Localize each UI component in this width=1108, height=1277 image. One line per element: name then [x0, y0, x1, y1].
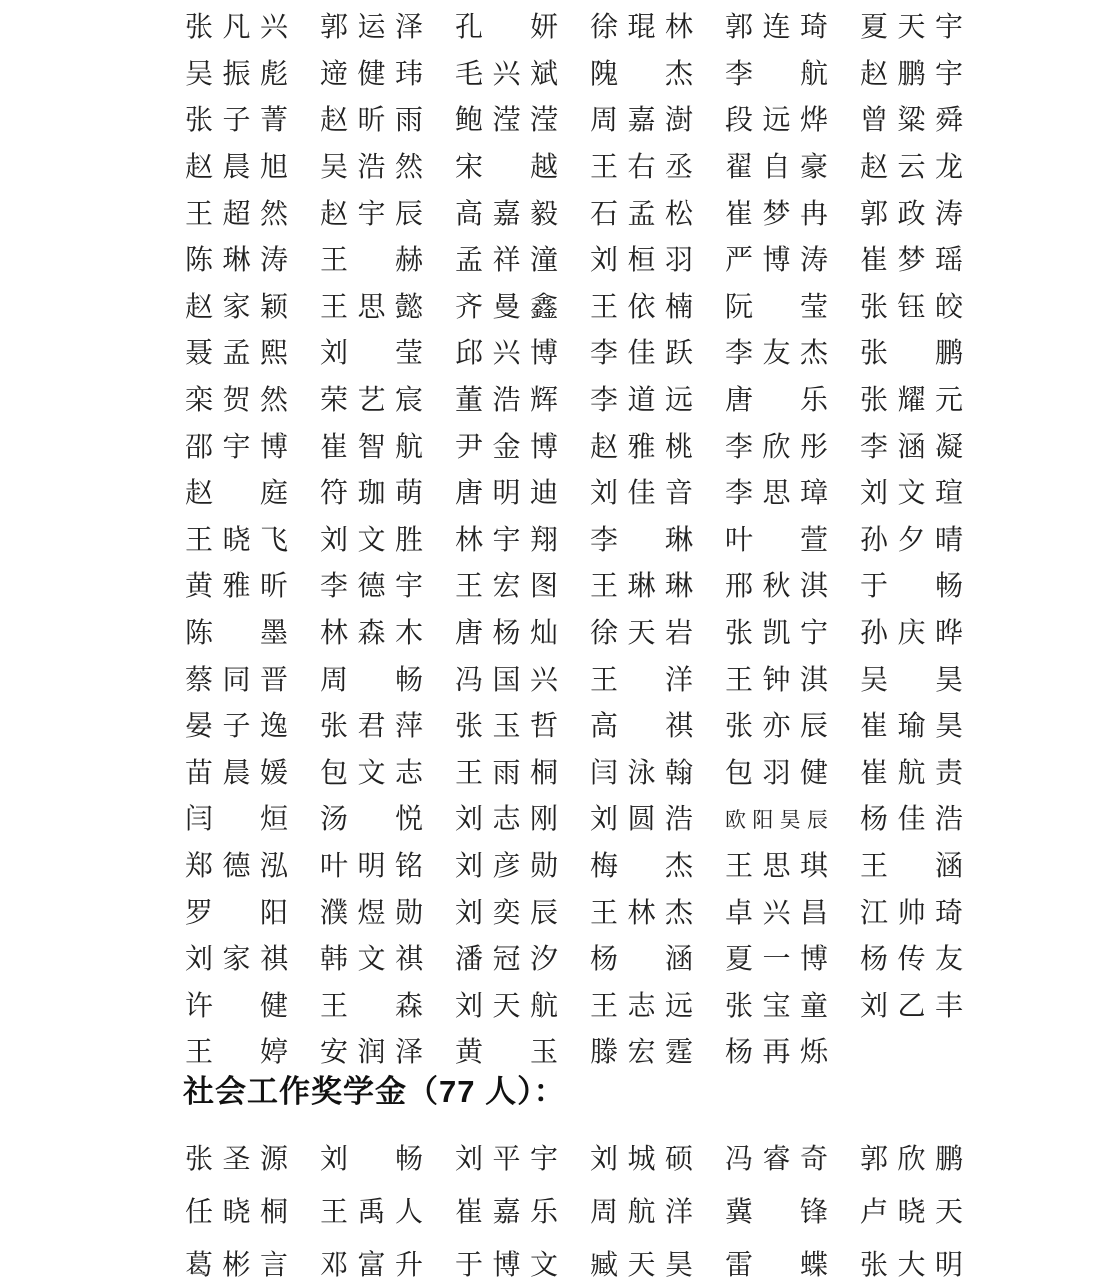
name-item: 夏天宇: [860, 12, 963, 44]
name-item: 杨传友: [860, 944, 963, 976]
name-item: 遆健玮: [320, 58, 423, 90]
name-item: 王涵: [860, 850, 963, 882]
name-item: 许健: [185, 990, 288, 1022]
name-item: 王志远: [590, 990, 693, 1022]
scholarship-name-grid: [185, 5, 963, 1077]
name-item: 梅杰: [590, 850, 693, 882]
name-item: 段远烨: [725, 105, 828, 137]
name-item: 郭连琦: [725, 12, 828, 44]
name-item: 李道远: [590, 385, 693, 417]
name-item: 刘城硕: [590, 1143, 693, 1175]
name-item: 雷蝶: [725, 1249, 828, 1277]
name-item: 王林杰: [590, 897, 693, 929]
name-item: 张钰皎: [860, 291, 963, 323]
name-item: 董浩辉: [455, 385, 558, 417]
name-item: 王晓飞: [185, 524, 288, 556]
name-item: 崔智航: [320, 431, 423, 463]
name-item: 崔航责: [860, 757, 963, 789]
name-item: 张凡兴: [185, 12, 288, 44]
name-item: 符珈萌: [320, 478, 423, 510]
name-item: 刘奕辰: [455, 897, 558, 929]
name-item: 王钟淇: [725, 664, 828, 696]
name-item: 郭欣鹏: [860, 1143, 963, 1175]
name-item: 赵雅桃: [590, 431, 693, 463]
name-item: 李德宇: [320, 571, 423, 603]
name-item: 刘平宇: [455, 1143, 558, 1175]
name-item: 刘畅: [320, 1143, 423, 1175]
name-item: 赵昕雨: [320, 105, 423, 137]
name-item: 刘桓羽: [590, 245, 693, 277]
name-item: 王超然: [185, 198, 288, 230]
name-item: 王婷: [185, 1037, 288, 1069]
name-item: 杨佳浩: [860, 804, 963, 836]
name-item: 苗晨媛: [185, 757, 288, 789]
name-item: 邢秋淇: [725, 571, 828, 603]
name-item: 叶明铭: [320, 850, 423, 882]
name-item: 叶萱: [725, 524, 828, 556]
name-item: 王宏图: [455, 571, 558, 603]
name-item: 王禹人: [320, 1196, 423, 1228]
name-item: 齐曼鑫: [455, 291, 558, 323]
name-item: 唐明迪: [455, 478, 558, 510]
name-item: 孔妍: [455, 12, 558, 44]
name-item: 王右丞: [590, 152, 693, 184]
name-item: 张君萍: [320, 711, 423, 743]
social-work-name-grid: [185, 1133, 963, 1277]
name-item: 张凯宁: [725, 618, 828, 650]
name-item: 周嘉澍: [590, 105, 693, 137]
name-item: 孙夕晴: [860, 524, 963, 556]
name-item: 唐杨灿: [455, 618, 558, 650]
name-item: 鲍滢滢: [455, 105, 558, 137]
name-item: 张耀元: [860, 385, 963, 417]
name-item: 李思璋: [725, 478, 828, 510]
name-item: 王雨桐: [455, 757, 558, 789]
name-item: 闫泳翰: [590, 757, 693, 789]
name-item: 隗杰: [590, 58, 693, 90]
name-item: 江帅琦: [860, 897, 963, 929]
name-item: 荣艺宸: [320, 385, 423, 417]
name-item: 林森木: [320, 618, 423, 650]
name-item: 周畅: [320, 664, 423, 696]
name-item: 赵鹏宇: [860, 58, 963, 90]
name-item: 刘志刚: [455, 804, 558, 836]
name-item: 李涵凝: [860, 431, 963, 463]
name-item: 刘文瑄: [860, 478, 963, 510]
name-item: 崔瑜昊: [860, 711, 963, 743]
name-item: 濮煜勋: [320, 897, 423, 929]
name-item: 赵云龙: [860, 152, 963, 184]
name-item: 王思懿: [320, 291, 423, 323]
name-item: 赵宇辰: [320, 198, 423, 230]
name-item: 任晓桐: [185, 1196, 288, 1228]
name-item: 卢晓天: [860, 1196, 963, 1228]
name-item: 王思琪: [725, 850, 828, 882]
name-item: 潘冠汐: [455, 944, 558, 976]
name-item: 林宇翔: [455, 524, 558, 556]
name-item: 包羽健: [725, 757, 828, 789]
name-item: 陈墨: [185, 618, 288, 650]
name-item: 聂孟熙: [185, 338, 288, 370]
name-item: 黄玉: [455, 1037, 558, 1069]
name-item: 刘家祺: [185, 944, 288, 976]
name-item: 杨再烁: [725, 1037, 828, 1069]
name-item: 刘圆浩: [590, 804, 693, 836]
name-item: 杨涵: [590, 944, 693, 976]
name-item: 欧阳昊辰: [725, 807, 828, 832]
name-item: 夏一博: [725, 944, 828, 976]
name-item: 李友杰: [725, 338, 828, 370]
name-item: 赵晨旭: [185, 152, 288, 184]
name-item: 韩文祺: [320, 944, 423, 976]
name-item: 冀锋: [725, 1196, 828, 1228]
name-item: 张亦辰: [725, 711, 828, 743]
name-item: 赵庭: [185, 478, 288, 510]
name-item: 邵宇博: [185, 431, 288, 463]
name-item: 王琳琳: [590, 571, 693, 603]
name-item: 郭运泽: [320, 12, 423, 44]
name-item: 李航: [725, 58, 828, 90]
name-item: 王洋: [590, 664, 693, 696]
name-item: 翟自豪: [725, 152, 828, 184]
name-item: 曾粱舜: [860, 105, 963, 137]
name-item: 张玉哲: [455, 711, 558, 743]
name-item: 栾贺然: [185, 385, 288, 417]
name-item: 严博涛: [725, 245, 828, 277]
name-item: 刘文胜: [320, 524, 423, 556]
name-item: 周航洋: [590, 1196, 693, 1228]
section-heading: 社会工作奖学金（77 人）：: [183, 1074, 566, 1109]
name-item: 宋越: [455, 152, 558, 184]
name-item: 徐琨林: [590, 12, 693, 44]
name-item: 高祺: [590, 711, 693, 743]
name-item: 吴昊: [860, 664, 963, 696]
name-item: 安润泽: [320, 1037, 423, 1069]
name-item: 黄雅昕: [185, 571, 288, 603]
name-item: 李佳跃: [590, 338, 693, 370]
name-item: 石孟松: [590, 198, 693, 230]
name-item: 崔嘉乐: [455, 1196, 558, 1228]
name-item: 晏子逸: [185, 711, 288, 743]
name-item: 刘天航: [455, 990, 558, 1022]
name-item: 滕宏霆: [590, 1037, 693, 1069]
name-item: 刘佳音: [590, 478, 693, 510]
name-item: 赵家颖: [185, 291, 288, 323]
name-item: 崔梦冉: [725, 198, 828, 230]
name-item: 张子菁: [185, 105, 288, 137]
name-item: 刘彦勋: [455, 850, 558, 882]
name-item: 陈琳涛: [185, 245, 288, 277]
name-item: 冯国兴: [455, 664, 558, 696]
name-item: 邱兴博: [455, 338, 558, 370]
name-item: 邓富升: [320, 1249, 423, 1277]
name-item: 王依楠: [590, 291, 693, 323]
name-item: 于畅: [860, 571, 963, 603]
name-item: 吴振彪: [185, 58, 288, 90]
name-item: 汤悦: [320, 804, 423, 836]
name-item: 蔡同晋: [185, 664, 288, 696]
name-item: 闫烜: [185, 804, 288, 836]
name-item: 吴浩然: [320, 152, 423, 184]
name-item: 张大明: [860, 1249, 963, 1277]
name-item: 阮莹: [725, 291, 828, 323]
name-item: 冯睿奇: [725, 1143, 828, 1175]
name-item: 臧天昊: [590, 1249, 693, 1277]
name-item: 唐乐: [725, 385, 828, 417]
name-item: 李琳: [590, 524, 693, 556]
name-item: 罗阳: [185, 897, 288, 929]
name-item: 包文志: [320, 757, 423, 789]
name-item: 于博文: [455, 1249, 558, 1277]
name-item: 孙庆晔: [860, 618, 963, 650]
name-item: 毛兴斌: [455, 58, 558, 90]
name-item: 刘乙丰: [860, 990, 963, 1022]
name-item: 尹金博: [455, 431, 558, 463]
name-item: 王森: [320, 990, 423, 1022]
name-item: 张宝童: [725, 990, 828, 1022]
name-item: 高嘉毅: [455, 198, 558, 230]
name-item: 徐天岩: [590, 618, 693, 650]
name-item: 张鹏: [860, 338, 963, 370]
name-item: 郭政涛: [860, 198, 963, 230]
name-item: 李欣彤: [725, 431, 828, 463]
name-item: 王赫: [320, 245, 423, 277]
name-item: 崔梦瑶: [860, 245, 963, 277]
name-item: 刘莹: [320, 338, 423, 370]
name-item: 卓兴昌: [725, 897, 828, 929]
name-item: 孟祥潼: [455, 245, 558, 277]
name-item: 葛彬言: [185, 1249, 288, 1277]
name-item: 张圣源: [185, 1143, 288, 1175]
name-item: 郑德泓: [185, 850, 288, 882]
